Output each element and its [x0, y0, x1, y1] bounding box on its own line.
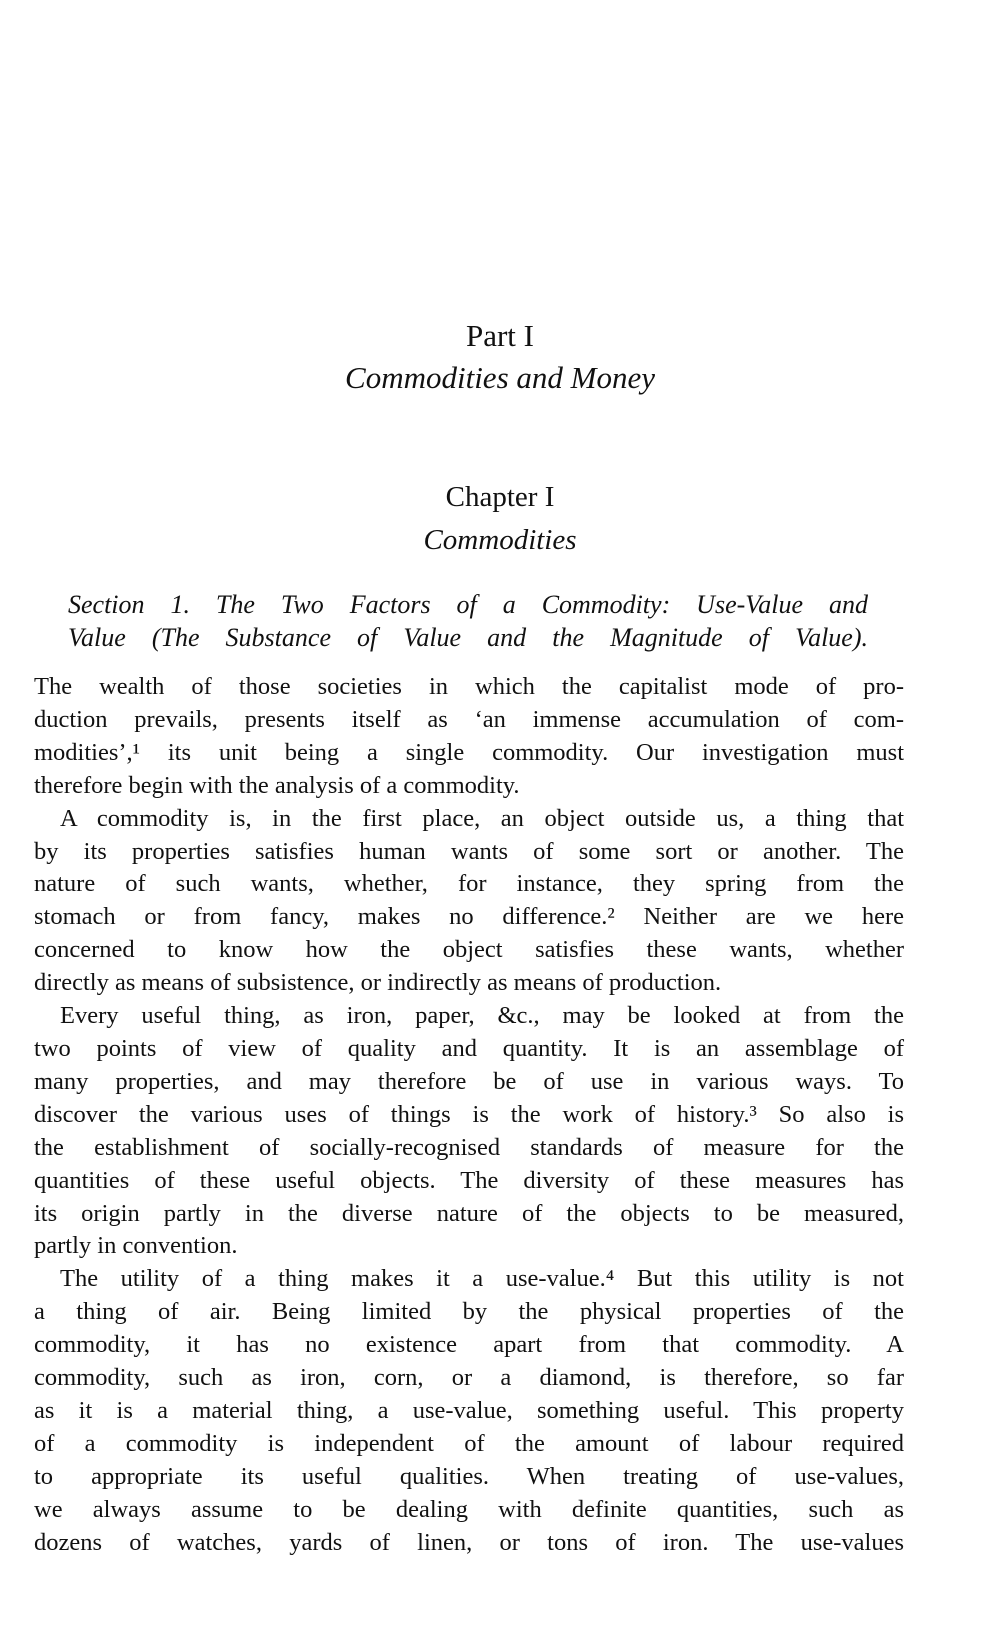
text-line: therefore begin with the analysis of a commodity. — [34, 771, 520, 799]
text-line: a thing of air. Being limited by the physical properties of the — [34, 1298, 904, 1326]
text-line: concerned to know how the object satisfies these wants, whether — [34, 936, 904, 964]
text-line: The utility of a thing makes it a use-value.⁴ But this utility is not — [60, 1265, 904, 1293]
text-line: quantities of these useful objects. The diversity of these measures has — [34, 1166, 904, 1194]
text-line: its origin partly in the diverse nature of the objects to be measured, — [34, 1199, 904, 1227]
body-text — [34, 671, 904, 1559]
text-line: The wealth of those societies in which the capitalist mode of pro- — [34, 673, 904, 700]
text-line: A commodity is, in the first place, an object outside us, a thing that — [60, 804, 904, 832]
paragraph-1 — [34, 671, 904, 803]
text-line: nature of such wants, whether, for instance, they spring from the — [34, 870, 904, 898]
text-line: duction prevails, presents itself as ‘an immense accumulation of com- — [34, 705, 904, 733]
text-line: two points of view of quality and quantity. It is an assemblage of — [34, 1034, 904, 1062]
paragraph-3 — [34, 1000, 904, 1263]
part-label: Part I — [465, 318, 534, 353]
text-line: commodity, such as iron, corn, or a diamond, is therefore, so far — [34, 1364, 904, 1392]
text-line: directly as means of subsistence, or indirectly as means of production. — [34, 969, 722, 997]
text-line: of a commodity is independent of the amount of labour required — [34, 1429, 904, 1457]
text-line: as it is a material thing, a use-value, something useful. This property — [34, 1396, 904, 1424]
text-line: the establishment of socially-recognised standards of measure for the — [34, 1133, 904, 1161]
text-line: Every useful thing, as iron, paper, &c., may be looked at from the — [60, 1002, 904, 1030]
paragraph-4 — [34, 1263, 904, 1559]
section-heading-line: Section 1. The Two Factors of a Commodity: Use-Value and — [68, 590, 868, 619]
text-line: we always assume to be dealing with definite quantities, such as — [34, 1495, 904, 1523]
text-line: dozens of watches, yards of linen, or tons of iron. The use-values — [34, 1528, 904, 1556]
chapter-label: Chapter I — [445, 481, 555, 513]
text-line: commodity, it has no existence apart from that commodity. A — [34, 1331, 904, 1359]
text-line: many properties, and may therefore be of use in various ways. To — [34, 1067, 904, 1095]
text-line: modities’,¹ its unit being a single commodity. Our investigation must — [34, 738, 904, 766]
text-line: by its properties satisfies human wants of some sort or another. The — [34, 837, 904, 865]
text-line: discover the various uses of things is the work of history.³ So also is — [34, 1100, 904, 1128]
text-line: partly in convention. — [34, 1232, 238, 1260]
chapter-title: Commodities — [423, 524, 577, 556]
text-line: to appropriate its useful qualities. When treating of use-values, — [34, 1462, 904, 1490]
paragraph-2 — [34, 803, 904, 1000]
text-line: stomach or from fancy, makes no difference.² Neither are we here — [34, 903, 904, 931]
section-heading-line: Value (The Substance of Value and the Magnitude of Value). — [68, 623, 868, 652]
section-heading — [68, 588, 868, 654]
part-title: Commodities and Money — [345, 360, 655, 395]
